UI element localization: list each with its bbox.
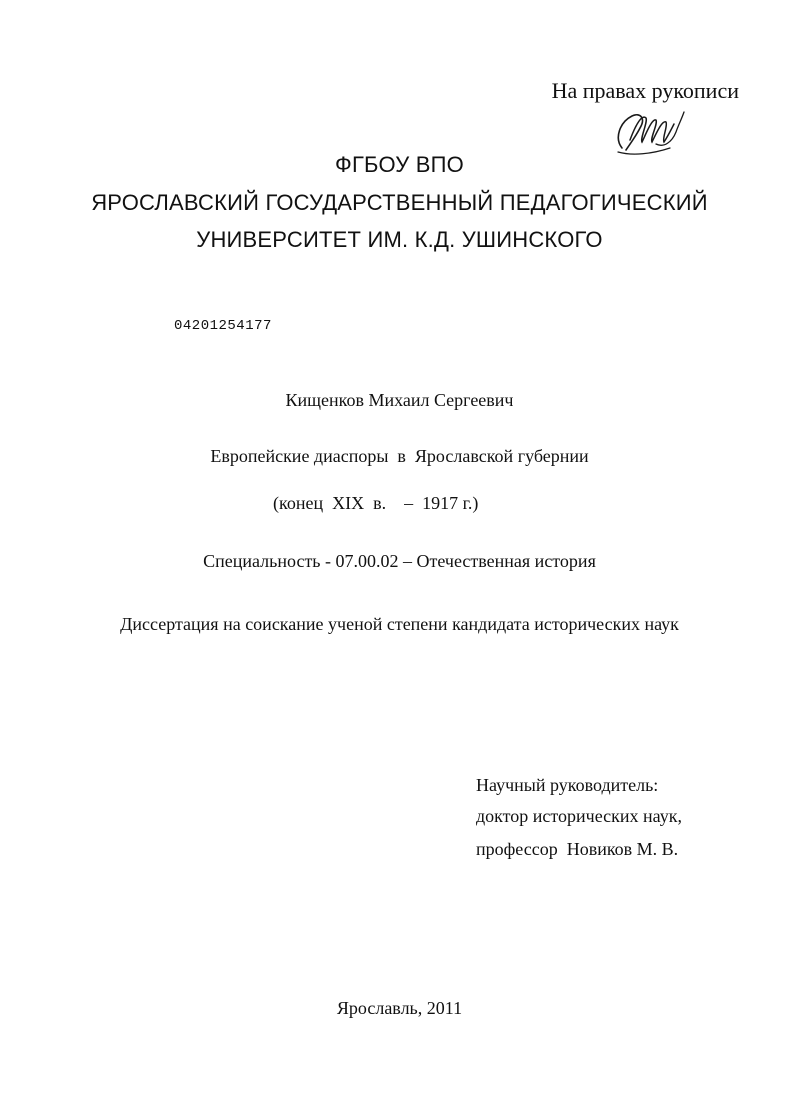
rights-notice: На правах рукописи	[551, 78, 739, 103]
city-year: Ярославль, 2011	[336, 998, 463, 1018]
dissertation-period: (конец XIX в. – 1917 г.)	[273, 493, 479, 513]
advisor-degree: доктор исторических наук,	[476, 806, 682, 826]
document-code: 04201254177	[174, 318, 272, 334]
institution-name-line2: УНИВЕРСИТЕТ ИМ. К.Д. УШИНСКОГО	[196, 227, 603, 252]
institution-abbreviation: ФГБОУ ВПО	[335, 152, 464, 177]
institution-name-line1: ЯРОСЛАВСКИЙ ГОСУДАРСТВЕННЫЙ ПЕДАГОГИЧЕСКИЙ	[91, 190, 708, 215]
dissertation-title: Европейские диаспоры в Ярославской губернии	[210, 446, 589, 466]
author-name: Кищенков Михаил Сергеевич	[285, 390, 514, 410]
advisor-label: Научный руководитель:	[476, 775, 659, 795]
dissertation-degree: Диссертация на соискание ученой степени кандидата исторических наук	[120, 614, 679, 634]
specialty: Специальность - 07.00.02 – Отечественная история	[203, 551, 596, 571]
advisor-name: профессор Новиков М. В.	[476, 839, 679, 859]
